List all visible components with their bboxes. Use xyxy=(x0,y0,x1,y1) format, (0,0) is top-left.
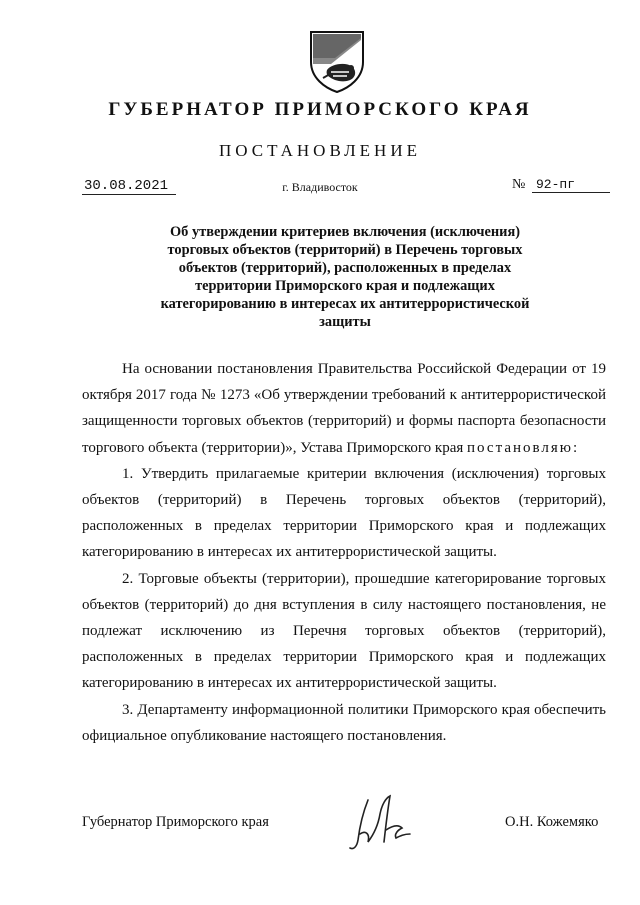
resolve-word: постановляю: xyxy=(467,439,580,456)
item-2: 2. Торговые объекты (территории), прошедшие категорирование торговых объектов (территорий) до дня вступления в силу настоящего постановления, не подлежат исключению из Перечня торговых объектов (территорий), расположенных в пределах территории Приморского края и подлежащих категорированию в интересах их антитеррористической защиты. xyxy=(82,570,606,692)
document-city: г. Владивосток xyxy=(282,180,358,194)
preamble-paragraph xyxy=(82,356,606,461)
item-3: 3. Департаменту информационной политики Приморского края обеспечить официальное опубликование настоящего постановления. xyxy=(82,701,606,744)
signatory-position: Губернатор Приморского края xyxy=(82,814,269,830)
document-number: 92-пг xyxy=(532,177,610,193)
document-subject: Об утверждении критериев включения (исключения) торговых объектов (территорий) в Перечень торговых объектов (территорий), расположенных в пределах территории Приморского края и подлежащих категорированию в интересах их антитеррористической защиты xyxy=(160,224,530,330)
preamble-text: На основании постановления Правительства Российской Федерации от 19 октября 2017 года № 1273 «Об утверждении требований к антитеррористической защищенности торговых объектов (территорий) и формы паспорта безопасности торгового объекта (территории)», Устава Приморского края xyxy=(82,361,606,456)
item-1: 1. Утвердить прилагаемые критерии включения (исключения) торговых объектов (территорий) в Перечень торговых объектов (территорий), расположенных в пределах территории Приморского края и подлежащих категорированию в интересах их антитеррористической защиты. xyxy=(82,465,606,561)
document-date: 30.08.2021 xyxy=(82,178,176,195)
issuer-title: ГУБЕРНАТОР ПРИМОРСКОГО КРАЯ xyxy=(108,99,532,120)
document-body xyxy=(82,356,606,749)
coat-of-arms-icon xyxy=(305,28,369,94)
document-type: ПОСТАНОВЛЕНИЕ xyxy=(218,141,421,160)
signatory-name: О.Н. Кожемяко xyxy=(505,814,599,830)
signature-icon xyxy=(340,790,430,860)
number-label: № xyxy=(512,177,526,192)
